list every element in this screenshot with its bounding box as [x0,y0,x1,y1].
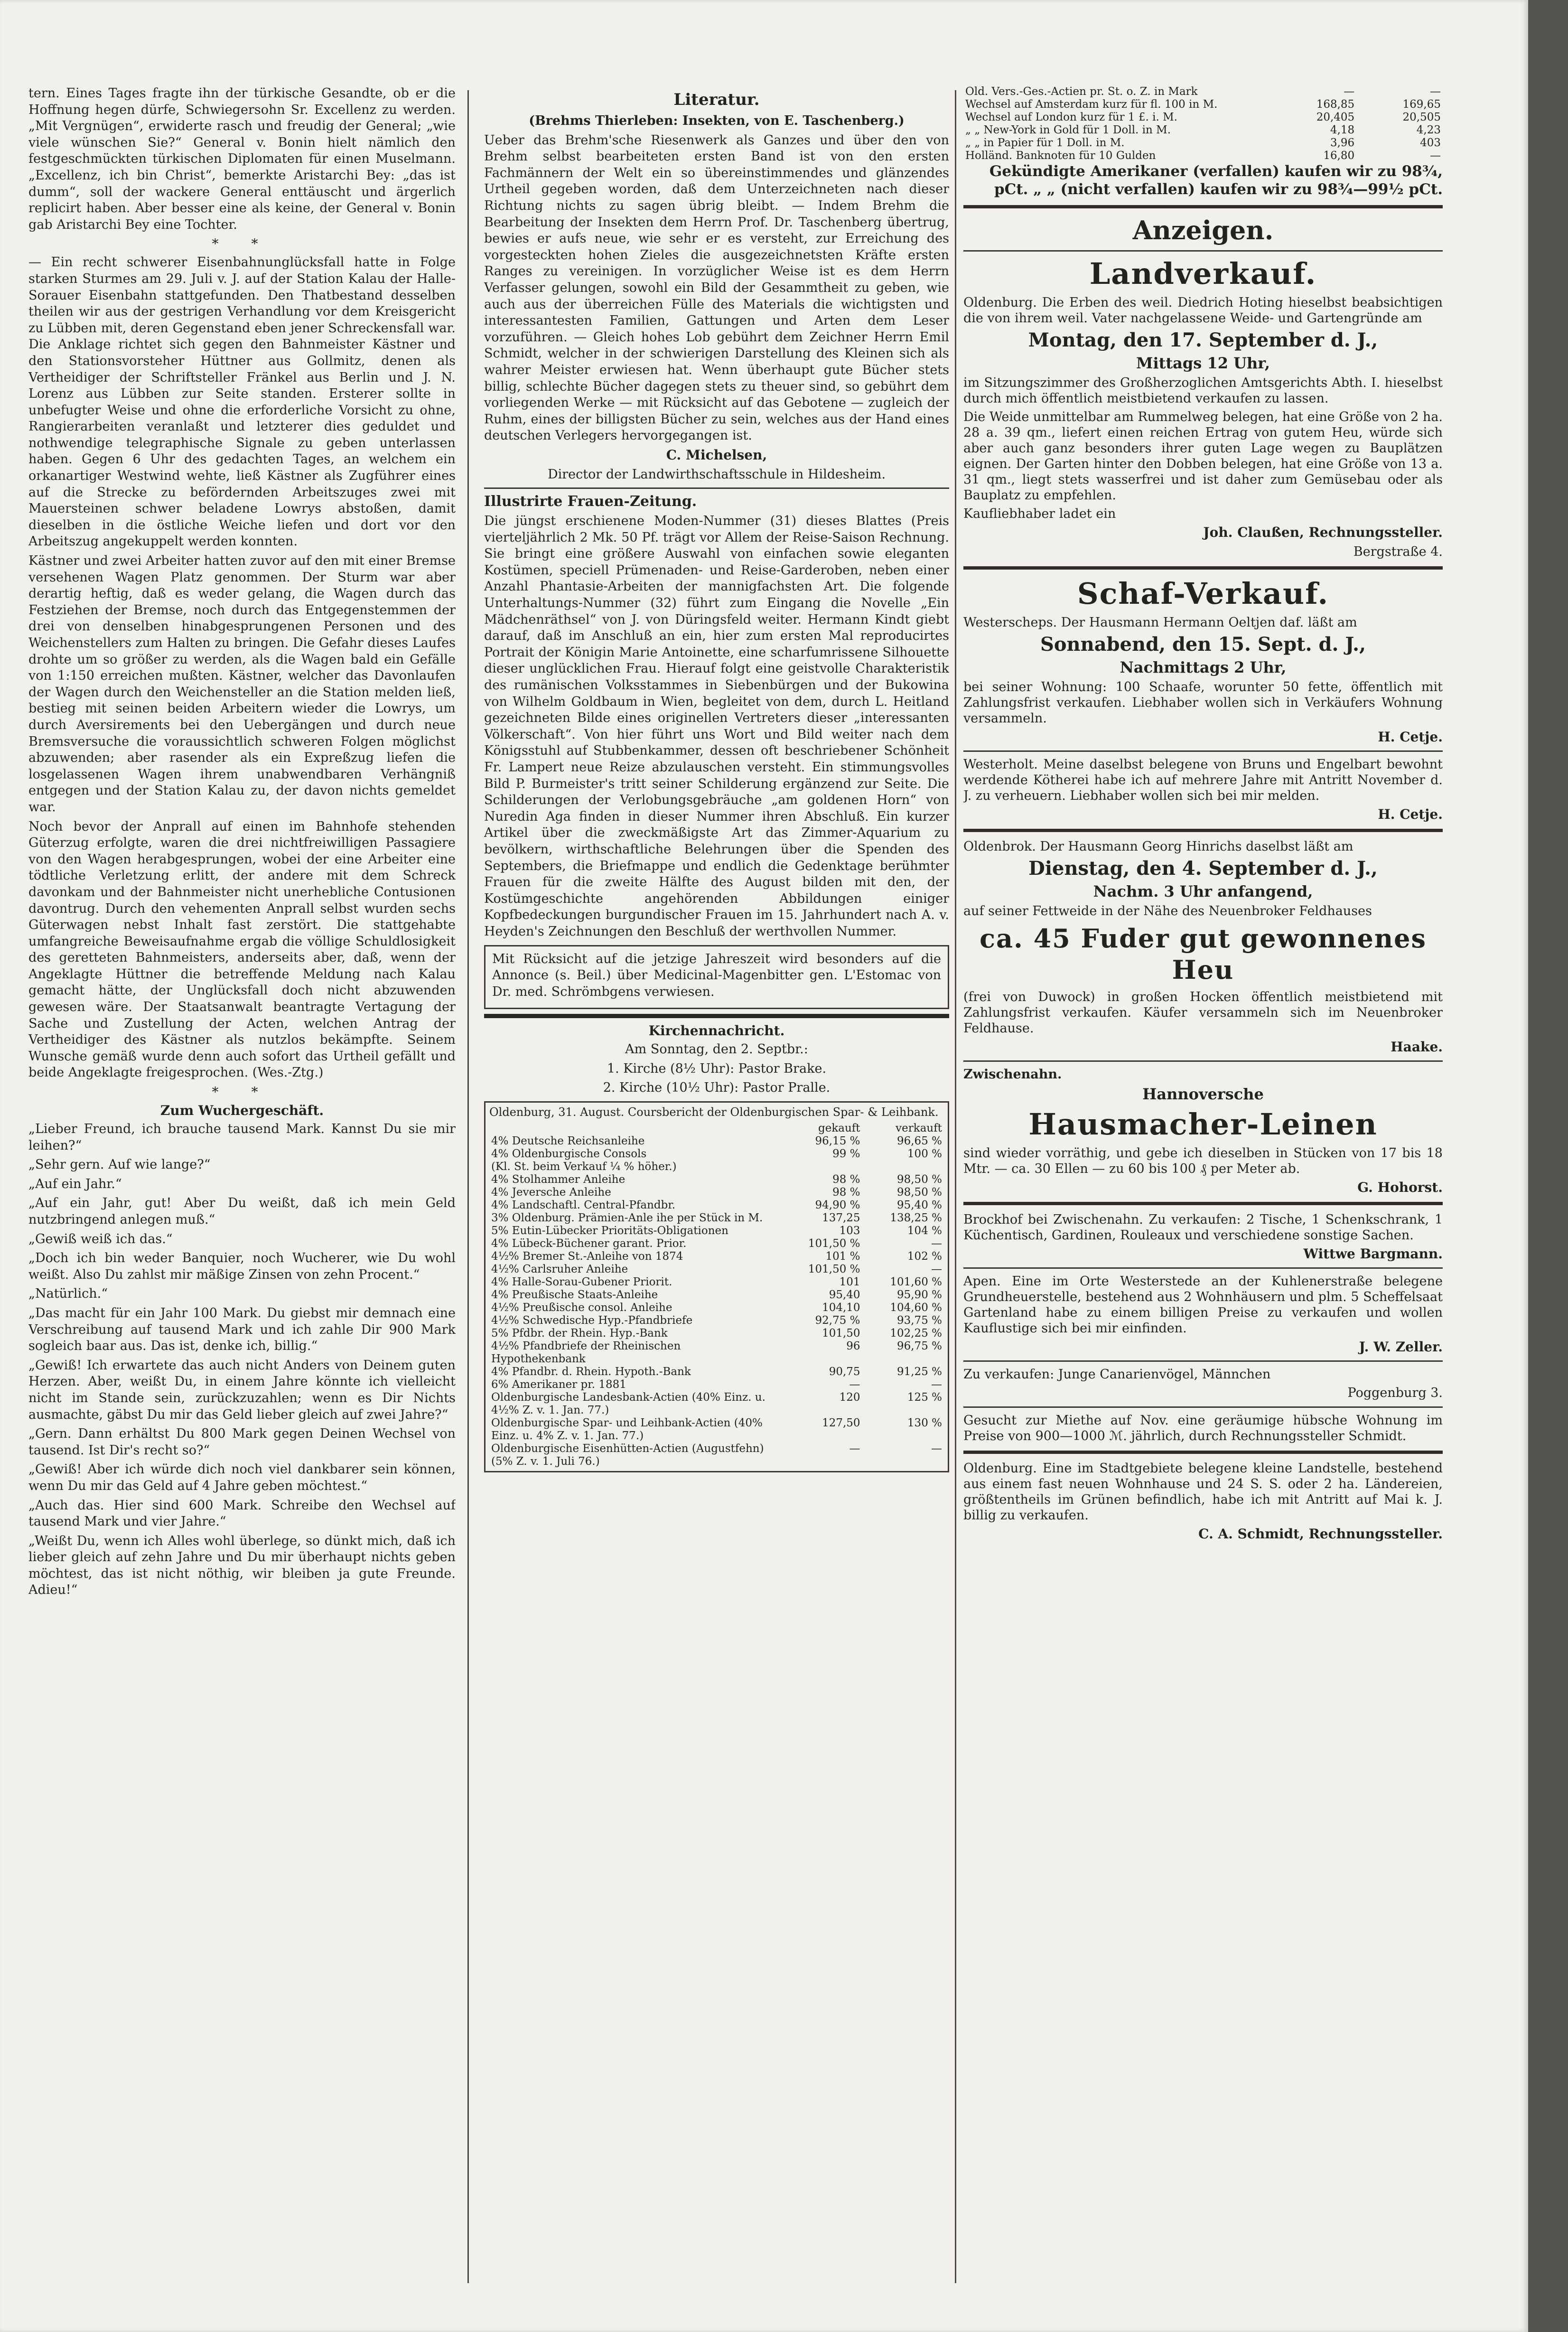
exchange-rate-row [963,124,1443,137]
section-stars-2: * * [212,1084,272,1100]
landverkauf-signature: Joh. Claußen, Rechnungssteller. [1203,524,1443,540]
exchange-rate-name: Wechsel auf Amsterdam kurz für fl. 100 in M. [965,98,1218,111]
coursbericht-sell: 98,50 % [896,1186,942,1199]
coursbericht-name: 4% Pfandbr. d. Rhein. Hypoth.-Bank [491,1366,691,1378]
coursbericht-buy: 101 % [825,1250,860,1263]
dialog-line: „Das macht für ein Jahr 100 Mark. Du giebst mir demnach eine Verschreibung auf tausend Mark und ich zahle Dir 900 Mark sogleich baar aus. Das ist, denke ich, billig.“ [28,1305,456,1354]
literatur-heading: Literatur. [673,90,760,109]
coursbericht-sell: — [931,1442,942,1455]
coursbericht-sell: — [931,1263,942,1276]
coursbericht-row [489,1276,944,1289]
exchange-rates-rows [963,85,1443,162]
dialog-line: „Gewiß! Aber ich würde dich noch viel dankbarer sein können, wenn Du mir das Geld auf 4 Jahre geben möchtest.“ [28,1462,456,1493]
coursbericht-name: 4% Oldenburgische Consols [491,1148,647,1161]
exchange-rate-buy: — [1344,85,1355,98]
coursbericht-buy: 99 % [832,1148,860,1161]
coursbericht-rows [489,1135,944,1468]
coursbericht-name: Oldenburgische Eisenhütten-Actien (Augustfehn) (5% Z. v. 1. Juli 76.) [491,1442,764,1468]
coursbericht-buy: 96 [846,1340,860,1353]
coursbericht-sell: — [931,1378,942,1391]
amerikaner-notice: Gekündigte Amerikaner (verfallen) kaufen wir zu 98¾, pCt. „ „ (nicht verfallen) kaufen wir zu 98¾—99½ pCt. [989,163,1443,198]
dialog-line: „Weißt Du, wenn ich Alles wohl überlege, so dünkt mich, daß ich lieber gleich auf zehn Jahre und Du mir überhaupt nichts geben möchtest, das ist nicht nöthig, wir bleiben ja gute Freunde. Adieu!“ [28,1533,456,1598]
dialog-line: „Doch ich bin weder Banquier, noch Wucherer, wie Du wohl weißt. Also Du zahlst mir mäßige Zinsen von zehn Procent.“ [28,1251,456,1282]
coursbericht-row [489,1225,944,1237]
column-2 [484,85,949,1477]
brockhof-text: Brockhof bei Zwischenahn. Zu verkaufen: 2 Tische, 1 Schenkschrank, 1 Küchentisch, Gardinen, Rouleaux und verschiedene sonstige Sachen. [963,1212,1443,1243]
schaf-time: Nachmittags 2 Uhr, [1120,658,1287,676]
coursbericht-name: 5% Pfdbr. der Rhein. Hyp.-Bank [491,1327,668,1340]
exchange-rate-buy: 4,18 [1330,124,1355,136]
apen-text: Apen. Eine im Orte Westerstede an der Kuhlenerstraße belegene Grundheuerstelle, bestehend aus 2 Wohnhäusern und plm. 5 Scheffelsaat Gartenland habe zu einem billigen Preise zu verkaufen und wollen Kauflustige sich bei mir einfinden. [963,1274,1443,1336]
column-rule-left [467,90,469,2283]
dialog-line: „Auch das. Hier sind 600 Mark. Schreibe den Wechsel auf tausend Mark und vier Jahre.“ [28,1498,456,1529]
literatur-signature-sub: Director der Landwirthschaftsschule in Hildesheim. [547,467,886,482]
divider [963,750,1443,752]
coursbericht-buy: 103 [839,1225,860,1237]
exchange-rate-name: „ „ New-York in Gold für 1 Doll. in M. [965,124,1171,136]
coursbericht-column-headers [489,1122,944,1135]
column-1 [28,85,456,1601]
hannoversche-label: Hannoversche [1142,1085,1264,1103]
dialog-line: „Natürlich.“ [28,1286,108,1302]
coursbericht-row [489,1186,944,1199]
thick-divider [963,1451,1443,1454]
ad-brockhof [963,1212,1443,1262]
oldenbrok-text: Oldenbrok. Der Hausmann Georg Hinrichs daselbst läßt am [963,839,1353,854]
coursbericht-name: 4½% Preußische consol. Anleihe [491,1302,672,1314]
thick-divider [963,205,1443,208]
canarien-address: Poggenburg 3. [1347,1386,1443,1400]
coursbericht-row [489,1340,944,1366]
landverkauf-address: Bergstraße 4. [1353,544,1443,559]
miethe-text: Gesucht zur Miethe auf Nov. eine geräumige hübsche Wohnung im Preise von 900—1000 ℳ. jährlich, durch Rechnungssteller Schmidt. [963,1413,1443,1443]
divider [963,1360,1443,1362]
schaf-text-2: bei seiner Wohnung: 100 Schaafe, worunter 50 fette, öffentlich mit Zahlungsfrist verkaufen. Liebhaber wollen sich in Verkäufers Wohnung versammeln. [963,680,1443,726]
coursbericht-sell: 102 % [907,1250,942,1263]
kirchen-heading: Kirchennachricht. [648,1023,785,1039]
landverkauf-text: Oldenburg. Die Erben des weil. Diedrich Hoting hieselbst beabsichtigen die von ihrem weil. Vater nachgelassene Weide- und Gartengründe am [963,295,1443,326]
exchange-rate-buy: 3,96 [1330,137,1355,149]
coursbericht-buy: 101,50 % [808,1263,860,1276]
schaf-title: Schaf-Verkauf. [1077,576,1329,611]
schaf-signature: H. Cetje. [1378,729,1443,745]
exchange-rate-row [963,150,1443,162]
notice-text: Mit Rücksicht auf die jetzige Jahreszeit wird besonders auf die Annonce (s. Beil.) über Medicinal-Magenbitter gen. L'Estomac von Dr. med. Schrömbgens verwiesen. [492,951,941,999]
oldenbrok-text-3: (frei von Duwock) in großen Hocken öffentlich meistbietend mit Zahlungsfrist verkaufen. Käufer versammeln sich im Neuenbroker Feldhause. [963,990,1443,1036]
landverkauf-time: Mittags 12 Uhr, [1136,354,1270,372]
coursbericht-box [484,1101,949,1472]
coursbericht-name: 4½% Bremer St.-Anleihe von 1874 [491,1250,683,1263]
thick-divider [484,1014,949,1018]
exchange-rate-buy: 20,405 [1316,111,1355,123]
ad-canarien [963,1367,1443,1401]
coursbericht-header: Oldenburg, 31. August. Coursbericht der Oldenburgischen Spar- & Leihbank. [489,1105,939,1119]
coursbericht-name: 4% Jeversche Anleihe [491,1186,611,1199]
ad-schaf [963,576,1443,745]
ad-miethe [963,1413,1443,1444]
thick-divider [963,829,1443,832]
coursbericht-row [489,1173,944,1186]
coursbericht-sell: 93,75 % [896,1314,942,1327]
coursbericht-row [489,1391,944,1417]
literatur-text: Ueber das Brehm'sche Riesenwerk als Ganzes und über den von Brehm selbst bearbeiteten ersten Band ist von den ersten Fachmännern der Welt ein so übereinstimmendes und glänzendes Urtheil gegeben worden, daß dem Unterzeichneten nach dieser Richtung nichts zu sagen übrig bleibt. — Indem Brehm die Bearbeitung der Insekten dem Herrn Prof. Dr. Taschenberg übertrug, bewies er aufs neue, wie sehr er es versteht, zur Erreichung des vorgesteckten hohen Zieles die ausgezeichnetsten Kräfte ersten Ranges zu vereinigen. In vorzüglicher Weise ist es dem Herrn Verfasser gelungen, sowohl ein Bild der Gesammtheit zu geben, wie auch aus der überreichen Fülle des Materials die wichtigsten und interessantesten Familien, Gattungen und Arten dem Leser vorzuführen. — Gleich hohes Lob gebührt dem Zeichner Herrn Emil Schmidt, welcher in der schwierigen Darstellung des Kleinen sich als wahrer Meister erwiesen hat. Wenn überhaupt gute Bücher stets billig, schlechte Bücher dagegen stets zu theuer sind, so gebührt dem vorliegenden Werke — mit Rücksicht auf das Gebotene — zugleich der Ruhm, eines der billigsten Bücher zu sein, welches aus der Hand eines deutschen Verlegers hervorgegangen ist. [484,132,949,443]
coursbericht-buy: 120 [839,1391,860,1404]
landverkauf-date: Montag, den 17. September d. J., [1028,329,1378,351]
coursbericht-sell: 104,60 % [890,1302,942,1314]
literatur-signature: C. Michelsen, [666,447,767,463]
coursbericht-row [489,1148,944,1161]
exchange-rate-row [963,98,1443,111]
coursbericht-buy: 98 % [832,1186,860,1199]
exchange-rate-sell: — [1430,150,1441,162]
dialog-line: „Gewiß weiß ich das.“ [28,1231,173,1246]
accident-paragraph-2: Kästner und zwei Arbeiter hatten zuvor auf den mit einer Bremse versehenen Wagen Platz genommen. Der Sturm war aber derartig heftig, daß es weder gelang, die Wagen durch das Festziehen der Bremse, noch durch das Entgegenstemmen der drei von denselben hinabgesprungenen Personen und des Weichenstellers zum Halten zu bringen. Die Gefahr dieses Laufes drohte um so größer zu werden, als die Wagen bald ein Gefälle von 1:150 erreichen mußten. Kästner, welcher das Davonlaufen der Wagen durch den Weichensteller an die Station melden ließ, bestieg mit seinen beiden Arbeitern wieder die Lowrys, um durch Aversirements bei den Uebergängen und durch neue Bremsversuche die voraussichtlich schweren Folgen möglichst abzuwenden; aber rasender als ein Expreßzug liefen die losgelassenen Wagen ihrem unabwendbaren Verhängniß entgegen und der Station Kalau zu, der davon nichts gemeldet war. [28,553,456,815]
exchange-rate-row [963,85,1443,98]
coursbericht-buy: 94,90 % [815,1199,860,1212]
coursbericht-name: 4½% Pfandbriefe der Rheinischen Hypothekenbank [491,1340,681,1366]
coursbericht-buy [780,1161,862,1173]
coursbericht-row [489,1135,944,1148]
accident-paragraph-3: Noch bevor der Anprall auf einen im Bahnhofe stehenden Güterzug erfolgte, waren die drei nichtfreiwilligen Passagiere von den Wagen herabgesprungen, wobei der eine Arbeiter eine tödtliche Verletzung erlitt, der andere mit dem Schreck davonkam und der Bahnmeister nicht unerhebliche Contusionen davontrug. Durch den vehementen Anprall selbst wurden sechs Güterwagen nebst Inhalt fast zerstört. Die stattgehabte umfangreiche Beweisaufnahme ergab die völlige Schuldlosigkeit des geretteten Bahnmeisters, anderseits aber, daß, wenn der Angeklagte Hüttner die betreffende Meldung nach Kalau gemacht hätte, der Unglücksfall doch nicht abzuwenden gewesen wäre. Der Staatsanwalt beantragte Vertagung der Sache und Zustellung der Acten, welchen Antrag der Vertheidiger des Kästner als nutzlos bekämpfte. Seinem Wunsche gemäß wurde denn auch sofort das Urtheil gefällt und beide Angeklagte freigesprochen. (Wes.-Ztg.) [28,819,456,1080]
exchange-rate-name: Wechsel auf London kurz für 1 £. i. M. [965,111,1177,123]
exchange-rate-name: „ „ in Papier für 1 Doll. in M. [965,137,1125,149]
notice-box [484,945,949,1010]
column-3 [963,85,1443,1547]
coursbericht-buy: 90,75 [829,1366,860,1378]
coursbericht-sell: 101,60 % [890,1276,942,1289]
coursbericht-name: 6% Amerikaner pr. 1881 [491,1378,626,1391]
anecdote-paragraph: tern. Eines Tages fragte ihn der türkische Gesandte, ob er die Hoffnung hegen dürfe, Schwiegersohn Sr. Excellenz zu werden. „Mit Vergnügen“, erwiderte rasch und freudig der General; „wie viele wünschen Sie?“ General v. Bonin hielt nämlich den festgeschmückten türkischen Diplomaten für einen Muselmann. „Excellenz, ich bin Christ“, bemerkte Aristarchi Bey: „das ist dumm“, soll der wackere General enttäuscht und ärgerlich replicirt haben. Aber besser eine als keine, der General v. Bonin gab Aristarchi Bey eine Tochter. [28,86,456,232]
oldenbrok-text-2: auf seiner Fettweide in der Nähe des Neuenbroker Feldhauses [963,904,1372,918]
coursbericht-buy: 127,50 [822,1417,860,1430]
anzeigen-heading: Anzeigen. [1132,215,1274,245]
col-header-sell: verkauft [896,1122,942,1135]
coursbericht-buy: 92,75 % [815,1314,860,1327]
coursbericht-row [489,1289,944,1302]
exchange-rate-row [963,111,1443,124]
exchange-rate-sell: 4,23 [1416,124,1441,136]
landverkauf-text-4: Kaufliebhaber ladet ein [963,506,1116,521]
column-rule-right [955,90,956,2283]
zwischenahn-label: Zwischenahn. [963,1067,1062,1082]
coursbericht-row [489,1263,944,1276]
kirchen-line-1: 1. Kirche (8½ Uhr): Pastor Brake. [607,1061,827,1076]
coursbericht-sell: 100 % [907,1148,942,1161]
coursbericht-sell [862,1161,944,1173]
coursbericht-name: (Kl. St. beim Verkauf ¼ % höher.) [491,1161,677,1173]
coursbericht-buy: 101,50 % [808,1237,860,1250]
coursbericht-row [489,1212,944,1225]
coursbericht-buy: — [849,1442,860,1455]
ad-leinen [963,1067,1443,1195]
exchange-rate-buy: 168,85 [1316,98,1355,111]
section-stars: * * [212,236,272,252]
westerholt-text: Westerholt. Meine daselbst belegene von Bruns und Engelbart bewohnt werdende Kötherei habe ich auf mehrere Jahre mit Antritt November d. J. zu verheuern. Liebhaber wollen sich bei mir melden. [963,757,1443,803]
coursbericht-buy: 104,10 [822,1302,860,1314]
coursbericht-row [489,1161,944,1173]
heu-title: ca. 45 Fuder gut gewonnenes Heu [980,923,1427,985]
coursbericht-row [489,1314,944,1327]
coursbericht-buy: 101,50 [822,1327,860,1340]
coursbericht-name: Oldenburgische Landesbank-Actien (40% Einz. u. 4½% Z. v. 1. Jan. 77.) [491,1391,765,1417]
landverkauf-title: Landverkauf. [1089,256,1317,291]
divider [963,1060,1443,1062]
coursbericht-buy: 96,15 % [815,1135,860,1148]
coursbericht-sell: 96,75 % [896,1340,942,1353]
coursbericht-buy: 137,25 [822,1212,860,1225]
coursbericht-name: Oldenburgische Spar- und Leihbank-Actien (40% Einz. u. 4% Z. v. 1. Jan. 77.) [491,1417,763,1442]
exchange-rate-row [963,137,1443,150]
divider [963,1267,1443,1269]
exchange-rate-name: Holländ. Banknoten für 10 Gulden [965,150,1156,162]
kirchen-date: Am Sonntag, den 2. Septbr.: [625,1042,808,1057]
oldenbrok-signature: Haake. [1391,1039,1443,1055]
exchange-rate-sell: 169,65 [1402,98,1441,111]
coursbericht-row [489,1237,944,1250]
exchange-rate-buy: 16,80 [1323,150,1355,162]
coursbericht-name: 4% Halle-Sorau-Gubener Priorit. [491,1276,672,1289]
coursbericht-name: 4½% Schwedische Hyp.-Pfandbriefe [491,1314,693,1327]
thick-divider [963,566,1443,570]
coursbericht-row [489,1417,944,1442]
apen-signature: J. W. Zeller. [1359,1339,1443,1355]
landstelle-signature: C. A. Schmidt, Rechnungssteller. [1198,1526,1443,1542]
coursbericht-sell: 98,50 % [896,1173,942,1186]
coursbericht-name: 3% Oldenburg. Prämien-Anle ihe per Stück in M. [491,1212,763,1225]
coursbericht-row [489,1327,944,1340]
ad-westerholt [963,757,1443,822]
ad-landstelle [963,1461,1443,1542]
coursbericht-row [489,1378,944,1391]
divider [484,487,949,489]
dialog-line: „Gern. Dann erhältst Du 800 Mark gegen Deinen Wechsel von tausend. Ist Dir's recht so?“ [28,1426,456,1458]
coursbericht-sell: 138,25 % [890,1212,942,1225]
ad-apen [963,1274,1443,1355]
dialog-line: „Auf ein Jahr, gut! Aber Du weißt, daß ich mein Geld nutzbringend anlegen muß.“ [28,1196,456,1227]
brockhof-signature: Wittwe Bargmann. [1303,1246,1443,1262]
coursbericht-name: 4% Lübeck-Büchener garant. Prior. [491,1237,687,1250]
exchange-rates-table [963,85,1443,162]
dialog-line: „Lieber Freund, ich brauche tausend Mark. Kannst Du sie mir leihen?“ [28,1122,456,1153]
coursbericht-name: 4% Stolhammer Anleihe [491,1173,625,1186]
coursbericht-sell: 96,65 % [896,1135,942,1148]
ad-landverkauf [963,256,1443,560]
leinen-signature: G. Hohorst. [1357,1180,1443,1195]
coursbericht-row [489,1199,944,1212]
dialog-line: „Gewiß! Ich erwartete das auch nicht Anders von Deinem guten Herzen. Aber, weißt Du, in einem Jahre könnte ich vielleicht nicht im Stande sein, zurückzuzahlen; wenn es Dir Nichts ausmachte, gäbst Du mir das Geld lieber gleich auf zwei Jahre?“ [28,1358,456,1422]
coursbericht-name: 4% Deutsche Reichsanleihe [491,1135,645,1148]
frauen-zeitung-text: Die jüngst erschienene Moden-Nummer (31) dieses Blattes (Preis vierteljährlich 2 Mk. 50 Pf. trägt vor Allem der Reise-Saison Rechnung. Sie bringt eine größere Auswahl von einfachen sowie eleganten Kostümen, speciell Prümenaden- und Reise-Garderoben, neben einer Anzahl Phantasie-Arbeiten der mannigfachsten Art. Die folgende Unterhaltungs-Nummer (32) führt zum Eingang die Novelle „Ein Mädchenräthsel“ von J. von Düringsfeld weiter. Hermann Kindt giebt darauf, daß im Anschluß an ein, hier zum ersten Mal reproducirtes Portrait der Königin Marie Antoinette, eine scharfumrissene Silhouette dieser unglücklichen Frau. Hierauf folgt eine geistvolle Charakteristik des rumänischen Volksstammes in Siebenbürgen und der Bukowina von Wilhelm Goldbaum in Wien, begleitet von dem, durch L. Heitland gezeichneten Bilde eines originellen Vertreters dieser „interessanten Völkerschaft“. Von hier führt uns Wort und Bild weiter nach dem Königsstuhl auf Stubbenkammer, dessen oft beschriebener Schönheit Fr. Lampert neue Reize abzulauschen versteht. Ein stimmungsvolles Bild P. Burmeister's tritt seiner Schilderung ergänzend zur Seite. Die Schilderungen der Verlobungsgebräuche „am goldenen Horn“ von Nuredin Aga finden in dieser Nummer ihren Abschluß. Ein kurzer Artikel über die zweckmäßigste Art das Zimmer-Aquarium zu bevölkern, wirthschaftliche Belehrungen über die Spenden des Septembers, die Briefmappe und endlich die Gedenktage berühmter Frauen für die zweite Hälfte des August bilden mit den, der Kostümgeschichte angehörenden Abbildungen einiger Kopfbedeckungen burgundischer Frauen im 15. Jahrhundert nach A. v. Heyden's Zeichnungen den Beschluß der werthvollen Nummer. [484,514,949,939]
dialog-line: „Auf ein Jahr.“ [28,1176,122,1191]
coursbericht-table [489,1122,944,1468]
schaf-text: Westerscheps. Der Hausmann Hermann Oeltjen daf. läßt am [963,615,1357,630]
coursbericht-name: 4% Landschaftl. Central-Pfandbr. [491,1199,676,1212]
exchange-rate-sell: 20,505 [1402,111,1441,123]
coursbericht-sell: 104 % [907,1225,942,1237]
landstelle-text: Oldenburg. Eine im Stadtgebiete belegene kleine Landstelle, bestehend aus einem fast neuen Wohnhause und 24 S. S. oder 2 ha. Ländereien, größtentheils im Grünen befindlich, habe ich mit Antritt auf Mai k. J. billig zu verkaufen. [963,1461,1443,1523]
landverkauf-text-2: im Sitzungszimmer des Großherzoglichen Amtsgerichts Abth. I. hieselbst durch mich öffentlich meistbietend verkaufen zu lassen. [963,375,1443,406]
coursbericht-sell: — [931,1237,942,1250]
coursbericht-row [489,1442,944,1468]
oldenbrok-time: Nachm. 3 Uhr anfangend, [1093,882,1313,900]
coursbericht-name: 5% Eutin-Lübecker Prioritäts-Obligationen [491,1225,728,1237]
col-header-buy: gekauft [818,1122,860,1135]
divider [963,1406,1443,1408]
exchange-rate-name: Old. Vers.-Ges.-Actien pr. St. o. Z. in Mark [965,85,1198,98]
coursbericht-sell: 125 % [907,1391,942,1404]
coursbericht-sell: 95,90 % [896,1289,942,1302]
kirchen-line-2: 2. Kirche (10½ Uhr): Pastor Pralle. [603,1080,831,1096]
divider [963,250,1443,252]
coursbericht-name: 4% Preußische Staats-Anleihe [491,1289,658,1302]
exchange-rate-sell: 403 [1420,137,1441,149]
leinen-text: sind wieder vorräthig, und gebe ich dieselben in Stücken von 17 bis 18 Mtr. — ca. 30 Ellen — zu 60 bis 100 ₰ per Meter ab. [963,1146,1443,1176]
accident-paragraph-1: — Ein recht schwerer Eisenbahnunglücksfall hatte in Folge starken Sturmes am 29. Juli v. J. auf der Station Kalau der Halle-Sorauer Eisenbahn stattgefunden. Den Thatbestand desselben theilen wir aus der gestrigen Verhandlung vor dem Kreisgericht zu Lübben mit, deren Gegenstand eben jener Schreckensfall war. Die Anklage richtet sich gegen den Bahnmeister Kästner und den Stationsvorsteher Hüttner aus Gollmitz, denen als Vertheidiger der Schriftsteller Fränkel aus Berlin und J. N. Lorenz aus Lübben zur Seite standen. Ersterer sollte in unbefugter Weise und ohne die erforderliche Vorsicht zu ohne, Rangierarbeiten veranlaßt und letzterer dies geduldet und nothwendige telegraphische Signale zu geben unterlassen haben. Gegen 6 Uhr des gedachten Tages, an welchem ein orkanartiger Westwind wehte, ließ Kästner als Zugführer eines auf die Strecke zu befördernden Arbeitszuges zwei mit Mauersteinen schwer beladene Lowrys abstoßen, damit dieselben in die östliche Weiche liefen und dort vor den Arbeitszug angekuppelt werden konnten. [28,255,456,549]
coursbericht-buy: — [849,1378,860,1391]
coursbericht-buy: 101 [839,1276,860,1289]
exchange-rate-sell: — [1430,85,1441,98]
thick-divider [963,1202,1443,1205]
coursbericht-row [489,1366,944,1378]
landverkauf-text-3: Die Weide unmittelbar am Rummelweg belegen, hat eine Größe von 2 ha. 28 a. 39 qm., liefert einen reichen Ertrag von gutem Heu, würde sich aber auch ganz besonders ihrer guten Lage wegen zu Bauplätzen eignen. Der Garten hinter den Dobben belegen, hat eine Größe von 13 a. 31 qm., liegt stets wasserfrei und ist daher zum Gemüsebau oder als Bauplatz zu empfehlen. [963,410,1443,503]
schaf-date: Sonnabend, den 15. Sept. d. J., [1040,633,1366,656]
coursbericht-sell: 95,40 % [896,1199,942,1212]
coursbericht-name: 4½% Carlsruher Anleihe [491,1263,628,1276]
literatur-title: (Brehms Thierleben: Insekten, von E. Taschenberg.) [529,113,905,128]
coursbericht-sell: 130 % [907,1417,942,1430]
westerholt-signature: H. Cetje. [1378,806,1443,822]
leinen-title: Hausmacher-Leinen [1028,1107,1378,1142]
coursbericht-row [489,1250,944,1263]
oldenbrok-date: Dienstag, den 4. September d. J., [1028,857,1378,880]
canarien-text: Zu verkaufen: Junge Canarienvögel, Männchen [963,1367,1271,1382]
coursbericht-buy: 95,40 [829,1289,860,1302]
coursbericht-sell: 102,25 % [890,1327,942,1340]
dialog-line: „Sehr gern. Auf wie lange?“ [28,1157,211,1172]
ad-oldenbrok [963,839,1443,1055]
coursbericht-row [489,1302,944,1314]
coursbericht-buy: 98 % [832,1173,860,1186]
wucher-heading: Zum Wuchergeschäft. [160,1103,324,1119]
coursbericht-sell: 91,25 % [896,1366,942,1378]
frauen-zeitung-title: Illustrirte Frauen-Zeitung. [484,493,697,510]
